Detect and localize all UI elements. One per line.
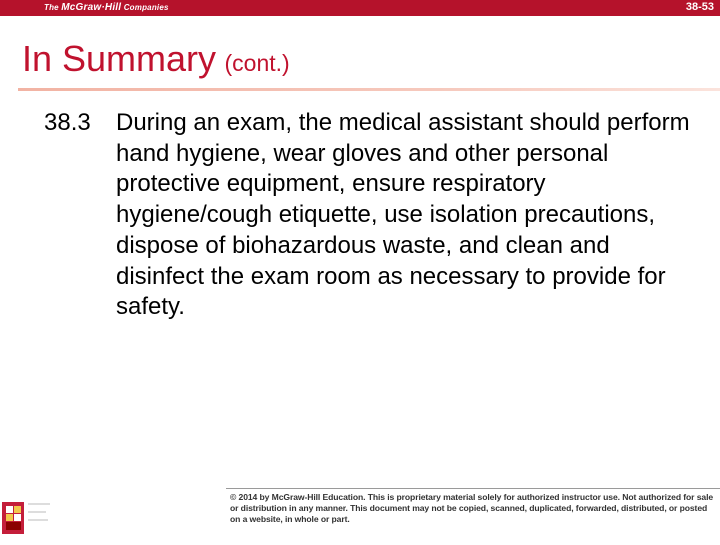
title-main: In Summary (22, 38, 217, 79)
publisher-name: McGraw·Hill (61, 2, 122, 13)
connect-learn-succeed-logo (0, 488, 52, 540)
bullet-text: During an exam, the medical assistant should perform hand hygiene, wear gloves and other personal protective equipment, ensure respiratory hygiene/cough etiquette, use isolation precautions, dispose of biohazardous waste, and clean and disinfect the exam room as necessary to provide for safety. (116, 109, 690, 321)
publisher-prefix: The (44, 3, 59, 12)
bullet-number: 38.3 (44, 109, 91, 136)
title-divider (18, 88, 720, 91)
publisher-suffix: Companies (123, 3, 169, 12)
copyright-notice: © 2014 by McGraw-Hill Education. This is proprietary material solely for authorized instructor use. Not authorized for sale or distribution in any manner. This document may not be copied, scanned, duplicated, forwarded, distributed, or posted on a website, in whole or part. (230, 492, 714, 524)
footer-divider (226, 488, 720, 489)
publisher-logo (44, 2, 169, 13)
header-bar (0, 0, 720, 16)
slide-title (22, 38, 290, 80)
slide-number: 38-53 (685, 1, 714, 13)
title-subtitle: (cont.) (224, 50, 290, 76)
summary-bullet (44, 108, 694, 323)
